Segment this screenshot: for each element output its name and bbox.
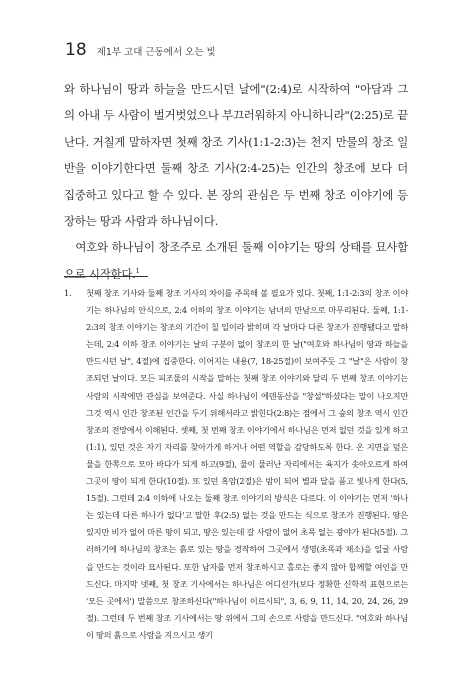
footnote bbox=[64, 285, 408, 644]
page-header bbox=[65, 40, 216, 60]
body-text bbox=[64, 76, 408, 287]
footnote-ref[interactable]: 1 bbox=[135, 267, 140, 276]
running-head: 제1부 고대 근동에서 오는 빛 bbox=[96, 47, 216, 58]
footnote-divider bbox=[64, 276, 148, 277]
footnote-number: 1. bbox=[64, 288, 72, 298]
paragraph-1: 와 하나님이 땅과 하늘을 만드시던 날에"(2:4)로 시작하여 "아담과 그의 아내 두 사람이 벌거벗었으나 부끄러워하지 아니하니라"(2:25)로 끝난다. 거칠게 말하자면 첫째 창조 기사(1:1-2:3)는 천지 만물의 창조 일반을 이야기한다면 둘째 창조 기사(2:4-25)는 인간의 창조에 보다 더 집중하고 있다고 할 수 있다. 본 장의 관심은 두 번째 창조 이야기에 등장하는 땅과 사람과 하나님이다. bbox=[64, 82, 408, 229]
page-number: 18 bbox=[65, 40, 87, 60]
footnote-text: 첫째 창조 기사와 둘째 창조 기사의 차이를 주목해 볼 필요가 있다. 첫째, 1:1-2:3의 창조 이야기는 하나님의 안식으로, 2:4 이하의 창조 이야기는 남녀의 만남으로 마무리된다. 둘째, 1:1-2:3의 창조 이야기는 창조의 기간이 칠 일이라 밝히며 각 날마다 다른 창조가 진행됐다고 말하는데, 2:4 이하 창조 이야기는 날의 구분이 없이 창조의 한 날("여호와 하나님이 땅과 하늘을 만드시던 날", 4절)에 집중한다. 이어지는 내용(7, 18-25절)이 보여주듯 그 "날"은 사람이 창조되던 날이다. 모든 피조물의 시작을 말하는 첫째 창조 이야기와 달리 두 번째 창조 이야기는 사람의 시작에만 관심을 보여준다. 사실 하나님이 에덴동산을 "창설"하셨다는 말이 나오지만 그것 역시 인간 창조된 인간을 두기 위해서라고 밝힌다(2:8)는 점에서 그 숲의 창조 역시 인간 창조의 전망에서 이해된다. 셋째, 첫 번째 창조 이야기에서 하나님은 먼저 없던 것을 있게 하고(1:1), 있던 것은 자기 자리를 찾아가게 하거나 어떤 역할을 감당하도록 한다. 온 지면을 덮은 물을 한쪽으로 모아 바다가 되게 하고(9절), 물이 물러난 자리에서는 육지가 솟아오르게 하여 그곳이 땅이 되게 한다(10절). 또 있던 혹암(2절)은 밤이 되어 별과 달을 품고 빛나게 한다(5, 15절). 그런데 2:4 이하에 나오는 둘째 창조 이야기의 방식은 다르다. 이 이야기는 먼저 '하나는 있는데 다른 하나가 없다'고 말한 후(2:5) 없는 것을 만드는 식으로 창조가 진행된다. 땅은 있지만 비가 없어 마른 땅이 되고, 땅은 있는데 갈 사람이 없어 초목 없는 광야가 된다(5절). 그러하기에 하나님의 창조는 흙로 있는 땅을 경작하여 그곳에서 생명(초목과 채소)을 일굴 사람을 만드는 것이라 묘사된다. 또한 남자를 먼저 창조하시고 홀로는 좋지 않아 합께할 여인을 만드신다. 마지막 넷째, 첫 창조 기사에서는 하나님은 어디선가(보다 정확한 신학적 표현으로는 '모든 곳에서') 말씀으로 창조하신다("하나님이 이르시되", 3, 6, 9, 11, 14, 20, 24, 26, 29절). 그런데 두 번째 창조 기사에서는 땅 위에서 그의 손으로 사람을 만드신다. "여호와 하나님이 땅의 흙으로 사람을 지으시고 생기 bbox=[86, 288, 408, 640]
paragraph-2-text: 여호와 하나님이 창조주로 소개된 둘째 이야기는 땅의 상태를 묘사함으로 시작한다. bbox=[64, 240, 408, 281]
paragraph-2 bbox=[64, 234, 408, 287]
